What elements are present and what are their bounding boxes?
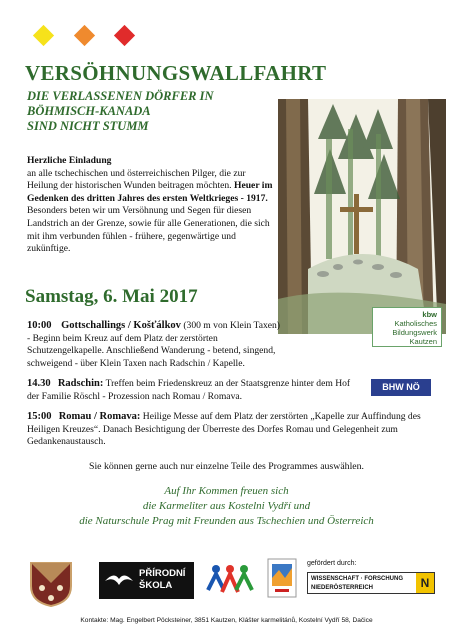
wfn-line: NIEDERÖSTERREICH (311, 585, 374, 591)
program-extra: (300 m von Klein Taxen) (183, 320, 280, 331)
bird-icon (104, 571, 134, 589)
program-place: Gottschallings / Košťálkov (61, 320, 181, 331)
program-text: Heilige Messe auf dem Platz der zerstörten „Kapelle zur Auffindung des Heiligen Kreuzes“. Danach Besichtigung der Überreste des Dorfes Romau und Gelegenheit zum Gedankenaustausch. (27, 411, 421, 447)
regional-logo (267, 558, 297, 598)
closing-line: Auf Ihr Kommen freuen sich (164, 485, 289, 497)
subtitle-line: SIND NICHT STUMM (27, 119, 149, 133)
program-item-1 (27, 320, 282, 370)
subtitle-line: DIE VERLASSENEN DÖRFER IN (27, 89, 214, 103)
logo-line: PŘÍRODNÍ (139, 568, 186, 579)
closing-line: die Naturschule Prag mit Freunden aus Tschechien und Österreich (79, 515, 374, 527)
yellow-diamond-icon (33, 25, 54, 46)
page-title: VERSÖHNUNGSWALLFAHRT (25, 61, 327, 85)
kbw-line: Katholisches (394, 319, 437, 328)
program-time: 10:00 (27, 320, 52, 331)
red-diamond-icon (114, 25, 135, 46)
program-time: 14.30 (27, 378, 51, 389)
kbw-line: Kautzen (409, 337, 437, 346)
closing-text (0, 484, 453, 529)
program-place: Radschin: (57, 378, 104, 389)
forest-cross-illustration (278, 99, 446, 334)
funded-by-label: gefördert durch: (307, 560, 357, 567)
kbw-abbrev: kbw (422, 310, 437, 319)
event-date: Samstag, 6. Mai 2017 (25, 286, 198, 307)
footer-contacts: Kontakte: Mag. Engelbert Pöcksteiner, 3851 Kautzen, Klášter karmelitánů, Kostelní Vydří 58, Dačice (80, 617, 373, 624)
intro-text1-bold: Heuer im Gedenken des dritten Jahres des ersten Weltkrieges - 1917. (27, 180, 273, 204)
crest-logo (26, 558, 76, 608)
intro-heading: Herzliche Einladung (27, 155, 112, 166)
program-item-3 (27, 411, 427, 449)
program-item-2 (27, 378, 357, 403)
program-text: Treffen beim Friedenskreuz an der Staatsgrenze hinter dem Hof der Familie Röschl - Prozession nach Romau / Romava. (27, 378, 351, 402)
wfn-logo (307, 572, 435, 594)
subtitle-line: BÖHMISCH-KANADA (27, 104, 151, 118)
wfn-line: WISSENSCHAFT · FORSCHUNG (311, 576, 403, 582)
closing-line: die Karmeliter aus Kostelni Vydří und (142, 500, 311, 512)
logo-line: ŠKOLA (139, 580, 173, 591)
kbw-line: Bildungswerk (392, 328, 437, 337)
program-place: Romau / Romava: (58, 411, 141, 422)
note-text: Sie können gerne auch nur einzelne Teile des Programmes auswählen. (89, 461, 364, 472)
people-logo (204, 560, 256, 604)
subtitle (27, 89, 214, 134)
intro-text (27, 155, 277, 256)
bhw-logo: BHW NÖ (371, 379, 431, 396)
intro-text1: an alle tschechischen und österreichischen Pilger, die zur Heilung der historischen Wunden beitragen möchten. (27, 167, 246, 192)
prirodni-skola-logo (99, 562, 194, 599)
wfn-letter: N (416, 573, 434, 593)
program-text: - Beginn beim Kreuz auf dem Platz der zerstörten Schutzengelkapelle. Anschließend Wanderung - betend, singend, schweigend - über Klein Taxen nach Radschin / Kapelle. (27, 332, 276, 369)
intro-text2: Besonders beten wir um Versöhnung und Segen für diesen Landstrich an der Grenze, sowie für alle Generationen, die sich mit ihm verbunden fühlen - frühere, gegenwärtige und zukünftige. (27, 205, 270, 255)
orange-diamond-icon (74, 25, 95, 46)
kbw-logo (372, 307, 442, 347)
program-time: 15:00 (27, 411, 52, 422)
